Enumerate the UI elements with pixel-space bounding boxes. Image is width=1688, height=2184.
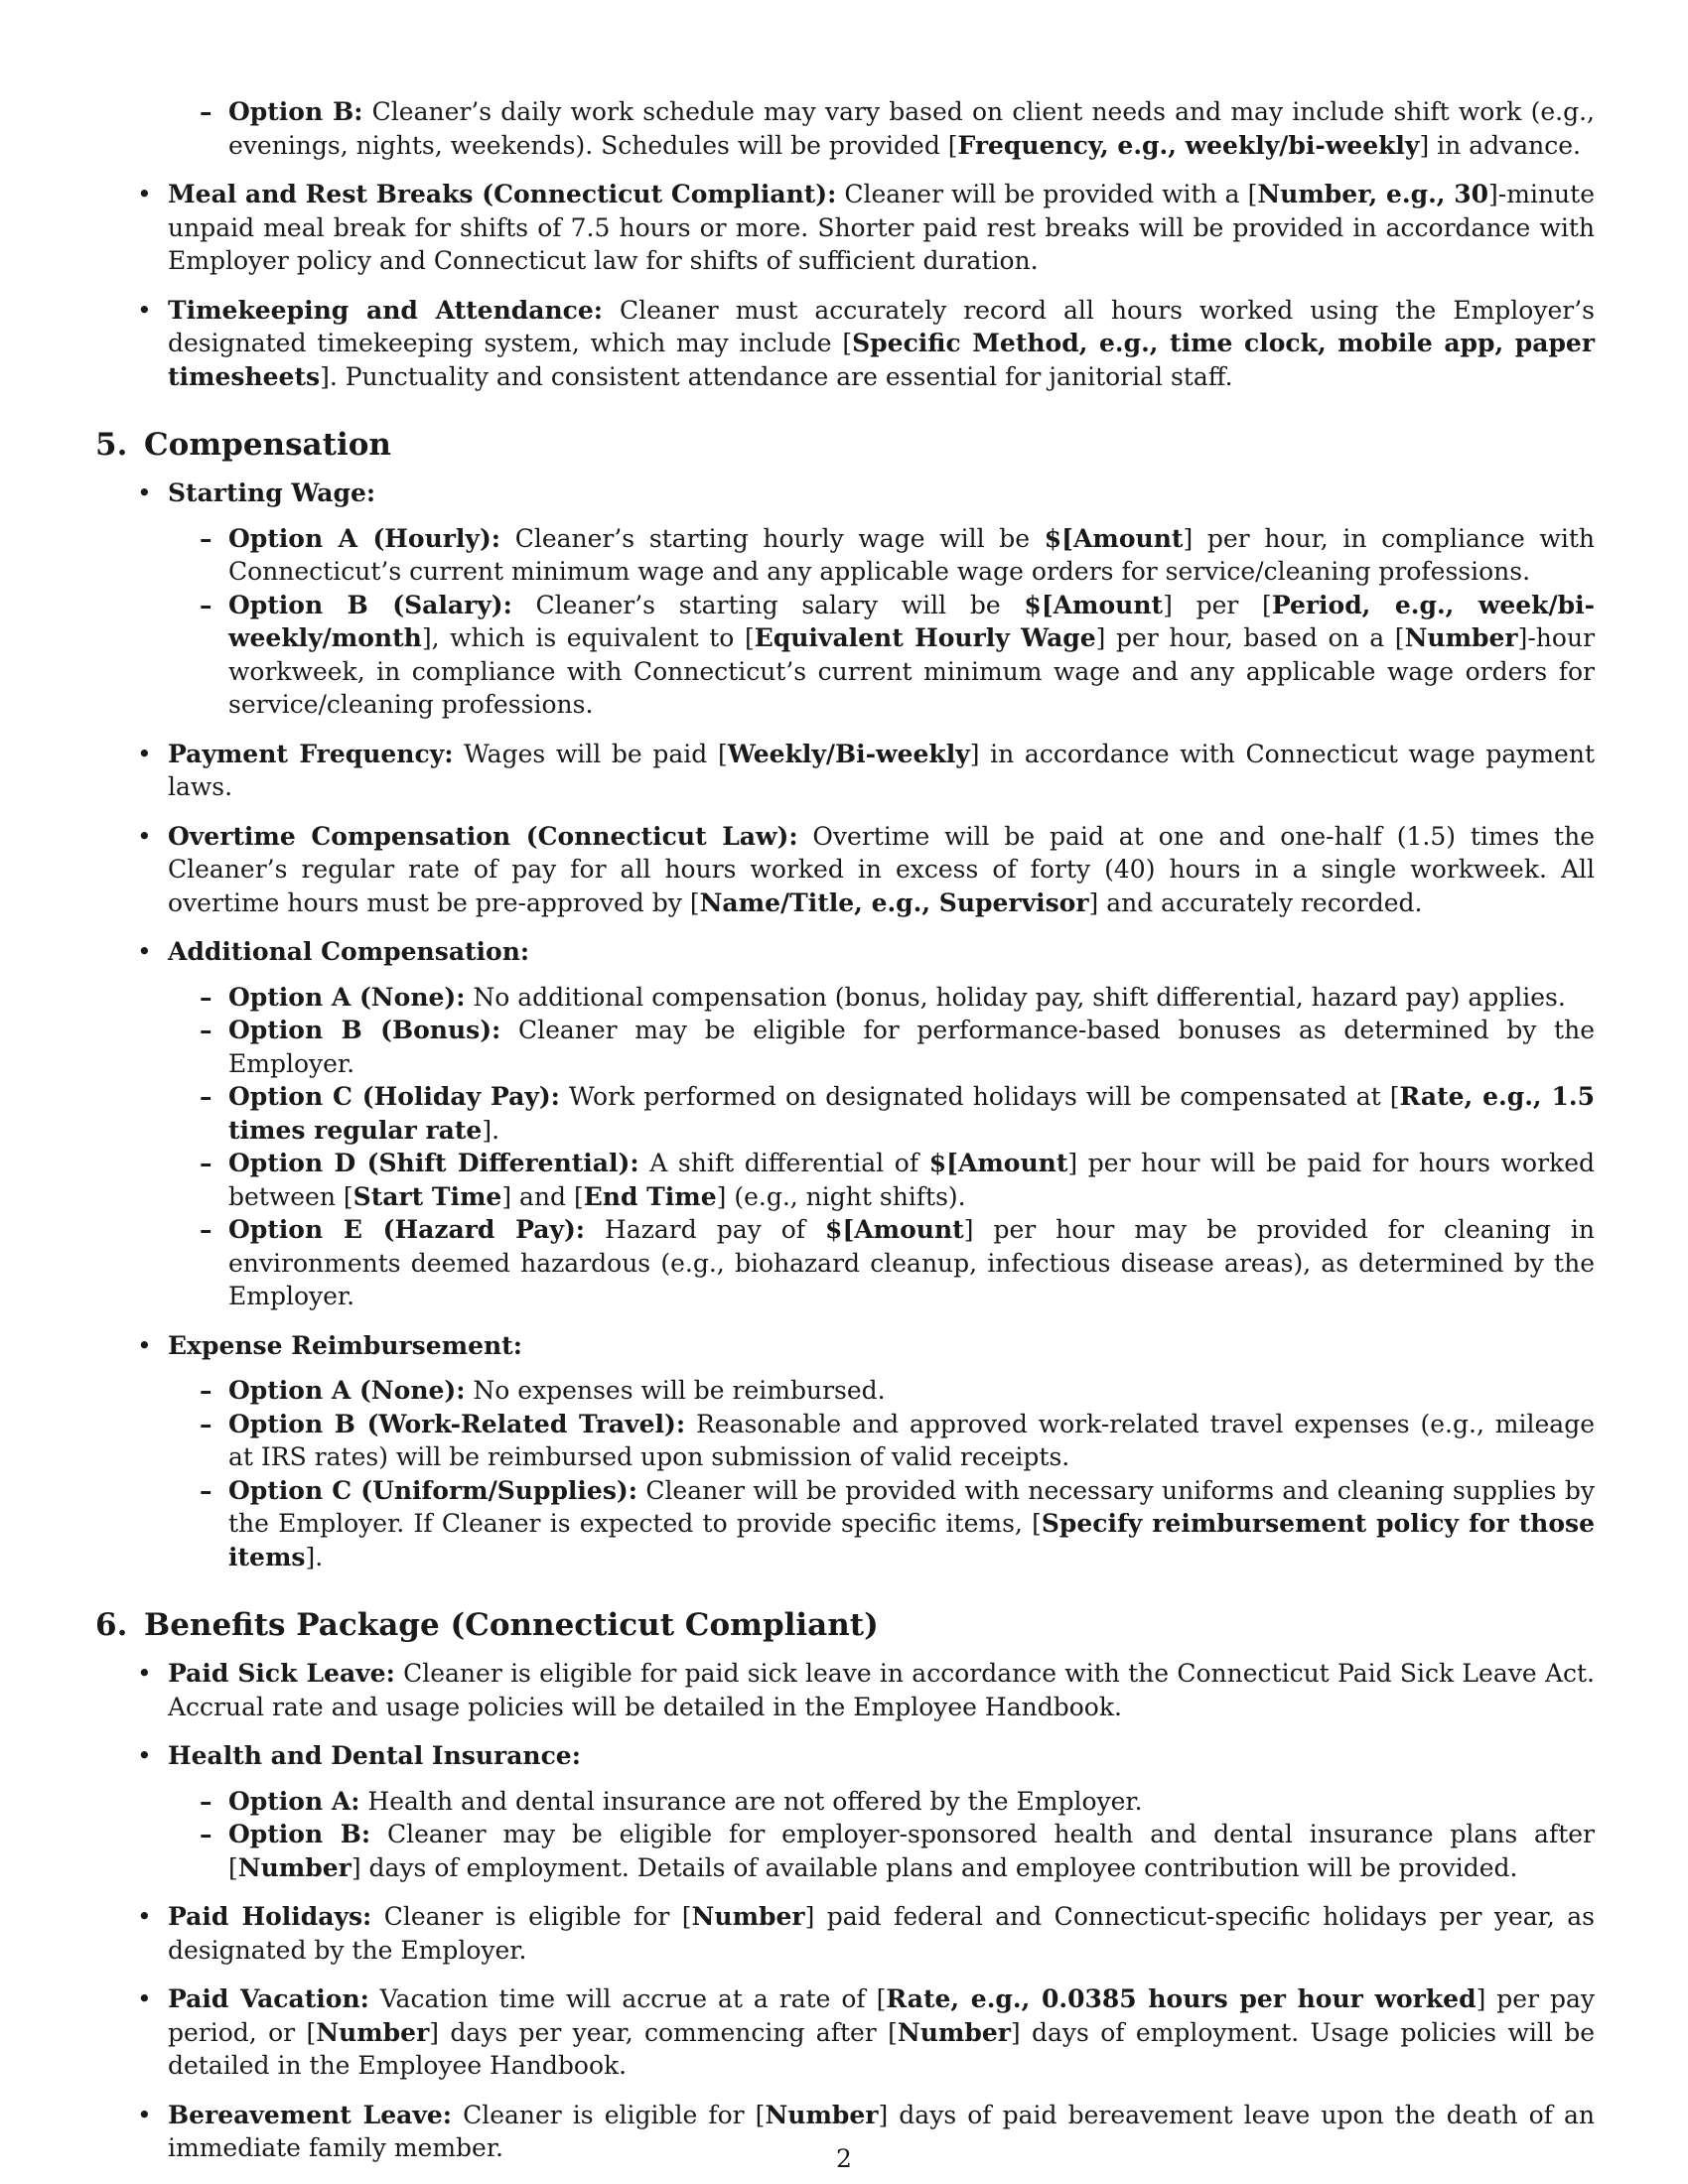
bereavement-item: • Bereavement Leave: Cleaner is eligible for [Number] days of paid bereavement leave upon the death of an immediate family member. (95, 2099, 1595, 2165)
compensation-list (95, 477, 1595, 1573)
hours-list (95, 178, 1595, 393)
health-options (168, 1785, 1595, 1885)
timekeeping-item: • Timekeeping and Attendance: Cleaner must accurately record all hours worked using the Employer’s designated timekeeping system, which may include [Specific Method, e.g., time clock, mobile app, paper timesheets]. Punctuality and consistent attendance are essential for janitorial staff. (95, 294, 1595, 394)
paid-vacation-item: • Paid Vacation: Vacation time will accrue at a rate of [Rate, e.g., 0.0385 hours per hour worked] per pay period, or [Number] days per year, commencing after [Number] days of employment. Usage policies will be detailed in the Employee Handbook. (95, 1982, 1595, 2083)
option-item: – Option B (Work-Related Travel): Reasonable and approved work-related travel expenses (e.g., mileage at IRS rates) will be reimbursed upon submission of valid receipts. (168, 1408, 1595, 1474)
option-item: – Option A (Hourly): Cleaner’s starting hourly wage will be $[Amount] per hour, in compliance with Connecticut’s current minimum wage and any applicable wage orders for service/cleaning professions. (168, 522, 1595, 589)
section-heading: 6. Benefits Package (Connecticut Compliant) (95, 1607, 879, 1643)
expense-reimbursement-item: • Expense Reimbursement: – Option A (None): No expenses will be reimbursed. – Option B (Work-Related Travel): Reasonable and approved work-related travel expenses (e.g., mileage at IRS rates) will be reimbursed upon submission of valid receipts. – Option C (Uniform/Supplies): Cleaner will be provided with necessary uniforms and cleaning supplies by the Employer. If Cleaner is expected to provide specific items, [Specify reimbursement policy for those items]. (95, 1329, 1595, 1574)
payment-frequency-item: • Payment Frequency: Wages will be paid [Weekly/Bi-weekly] in accordance with Connecticut wage payment laws. (95, 738, 1595, 804)
option-item: – Option D (Shift Differential): A shift differential of $[Amount] per hour will be paid for hours worked between [Start Time] and [End Time] (e.g., night shifts). (168, 1147, 1595, 1213)
option-item: – Option C (Holiday Pay): Work performed on designated holidays will be compensated at [Rate, e.g., 1.5 times regular rate]. (168, 1080, 1595, 1147)
option-item: – Option A: Health and dental insurance are not offered by the Employer. (168, 1785, 1595, 1819)
work-schedule-option-b: – Option B: Cleaner’s daily work schedule may vary based on client needs and may include shift work (e.g., evenings, nights, weekends). Schedules will be provided [Frequency, e.g., weekly/bi-weekly] in advance. (95, 95, 1595, 162)
breaks-item: • Meal and Rest Breaks (Connecticut Compliant): Cleaner will be provided with a [Number, e.g., 30]-minute unpaid meal break for shifts of 7.5 hours or more. Shorter paid rest breaks will be provided in accordance with Employer policy and Connecticut law for shifts of sufficient duration. (95, 178, 1595, 278)
sick-leave-item: • Paid Sick Leave: Cleaner is eligible for paid sick leave in accordance with the Connecticut Paid Sick Leave Act. Accrual rate and usage policies will be detailed in the Employee Handbook. (95, 1657, 1595, 1723)
paid-holidays-item: • Paid Holidays: Cleaner is eligible for [Number] paid federal and Connecticut-specific holidays per year, as designated by the Employer. (95, 1900, 1595, 1967)
option-item: – Option E (Hazard Pay): Hazard pay of $[Amount] per hour may be provided for cleaning in environments deemed hazardous (e.g., biohazard cleanup, infectious disease areas), as determined by the Employer. (168, 1213, 1595, 1313)
section-benefits (95, 1605, 1595, 2165)
starting-wage-item: • Starting Wage: – Option A (Hourly): Cleaner’s starting hourly wage will be $[Amount] per hour, in compliance with Connecticut’s current minimum wage and any applicable wage orders for service/cleaning professions. – Option B (Salary): Cleaner’s starting salary will be $[Amount] per [Period, e.g., week/bi-weekly/month], which is equivalent to [Equivalent Hourly Wage] per hour, based on a [Number]-hour workweek, in compliance with Connecticut’s current minimum wage and any applicable wage orders for service/cleaning professions. (95, 477, 1595, 722)
option-item: – Option B (Salary): Cleaner’s starting salary will be $[Amount] per [Period, e.g., week/bi-weekly/month], which is equivalent to [Equivalent Hourly Wage] per hour, based on a [Number]-hour workweek, in compliance with Connecticut’s current minimum wage and any applicable wage orders for service/cleaning professions. (168, 589, 1595, 722)
additional-compensation-options (168, 981, 1595, 1313)
health-insurance-item: • Health and Dental Insurance: – Option A: Health and dental insurance are not offered by the Employer. – Option B: Cleaner may be eligible for employer-sponsored health and dental insurance plans after [Number] days of employment. Details of available plans and employee contribution will be provided. (95, 1739, 1595, 1884)
benefits-list (95, 1657, 1595, 2165)
option-item: – Option B: Cleaner may be eligible for employer-sponsored health and dental insurance plans after [Number] days of employment. Details of available plans and employee contribution will be provided. (168, 1818, 1595, 1884)
option-item: – Option A (None): No expenses will be reimbursed. (168, 1374, 1595, 1408)
starting-wage-options (168, 522, 1595, 722)
additional-compensation-item: • Additional Compensation: – Option A (None): No additional compensation (bonus, holiday pay, shift differential, hazard pay) applies. – Option B (Bonus): Cleaner may be eligible for performance-based bonuses as determined by the Employer. – Option C (Holiday Pay): Work performed on designated holidays will be compensated at [Rate, e.g., 1.5 times regular rate]. – Option D (Shift Differential): A shift differential of $[Amount] per hour will be paid for hours worked between [Start Time] and [End Time] (e.g., night shifts). – Option E (Hazard Pay): Hazard pay of $[Amount] per hour may be provided for cleaning in environments deemed hazardous (e.g., biohazard cleanup, infectious disease areas), as determined by the Employer. (95, 935, 1595, 1313)
page-number: 2 (836, 2144, 852, 2173)
expense-options (168, 1374, 1595, 1573)
section-compensation (95, 425, 1595, 1573)
option-item: – Option A (None): No additional compensation (bonus, holiday pay, shift differential, hazard pay) applies. (168, 981, 1595, 1015)
option-item: – Option B (Bonus): Cleaner may be eligible for performance-based bonuses as determined by the Employer. (168, 1014, 1595, 1080)
overtime-item: • Overtime Compensation (Connecticut Law): Overtime will be paid at one and one-half (1.5) times the Cleaner’s regular rate of pay for all hours worked in excess of forty (40) hours in a single workweek. All overtime hours must be pre-approved by [Name/Title, e.g., Supervisor] and accurately recorded. (95, 820, 1595, 920)
section-heading: 5. Compensation (95, 427, 391, 463)
page-content (95, 95, 1595, 2181)
option-item: – Option C (Uniform/Supplies): Cleaner will be provided with necessary uniforms and cleaning supplies by the Employer. If Cleaner is expected to provide specific items, [Specify reimbursement policy for those items]. (168, 1474, 1595, 1574)
